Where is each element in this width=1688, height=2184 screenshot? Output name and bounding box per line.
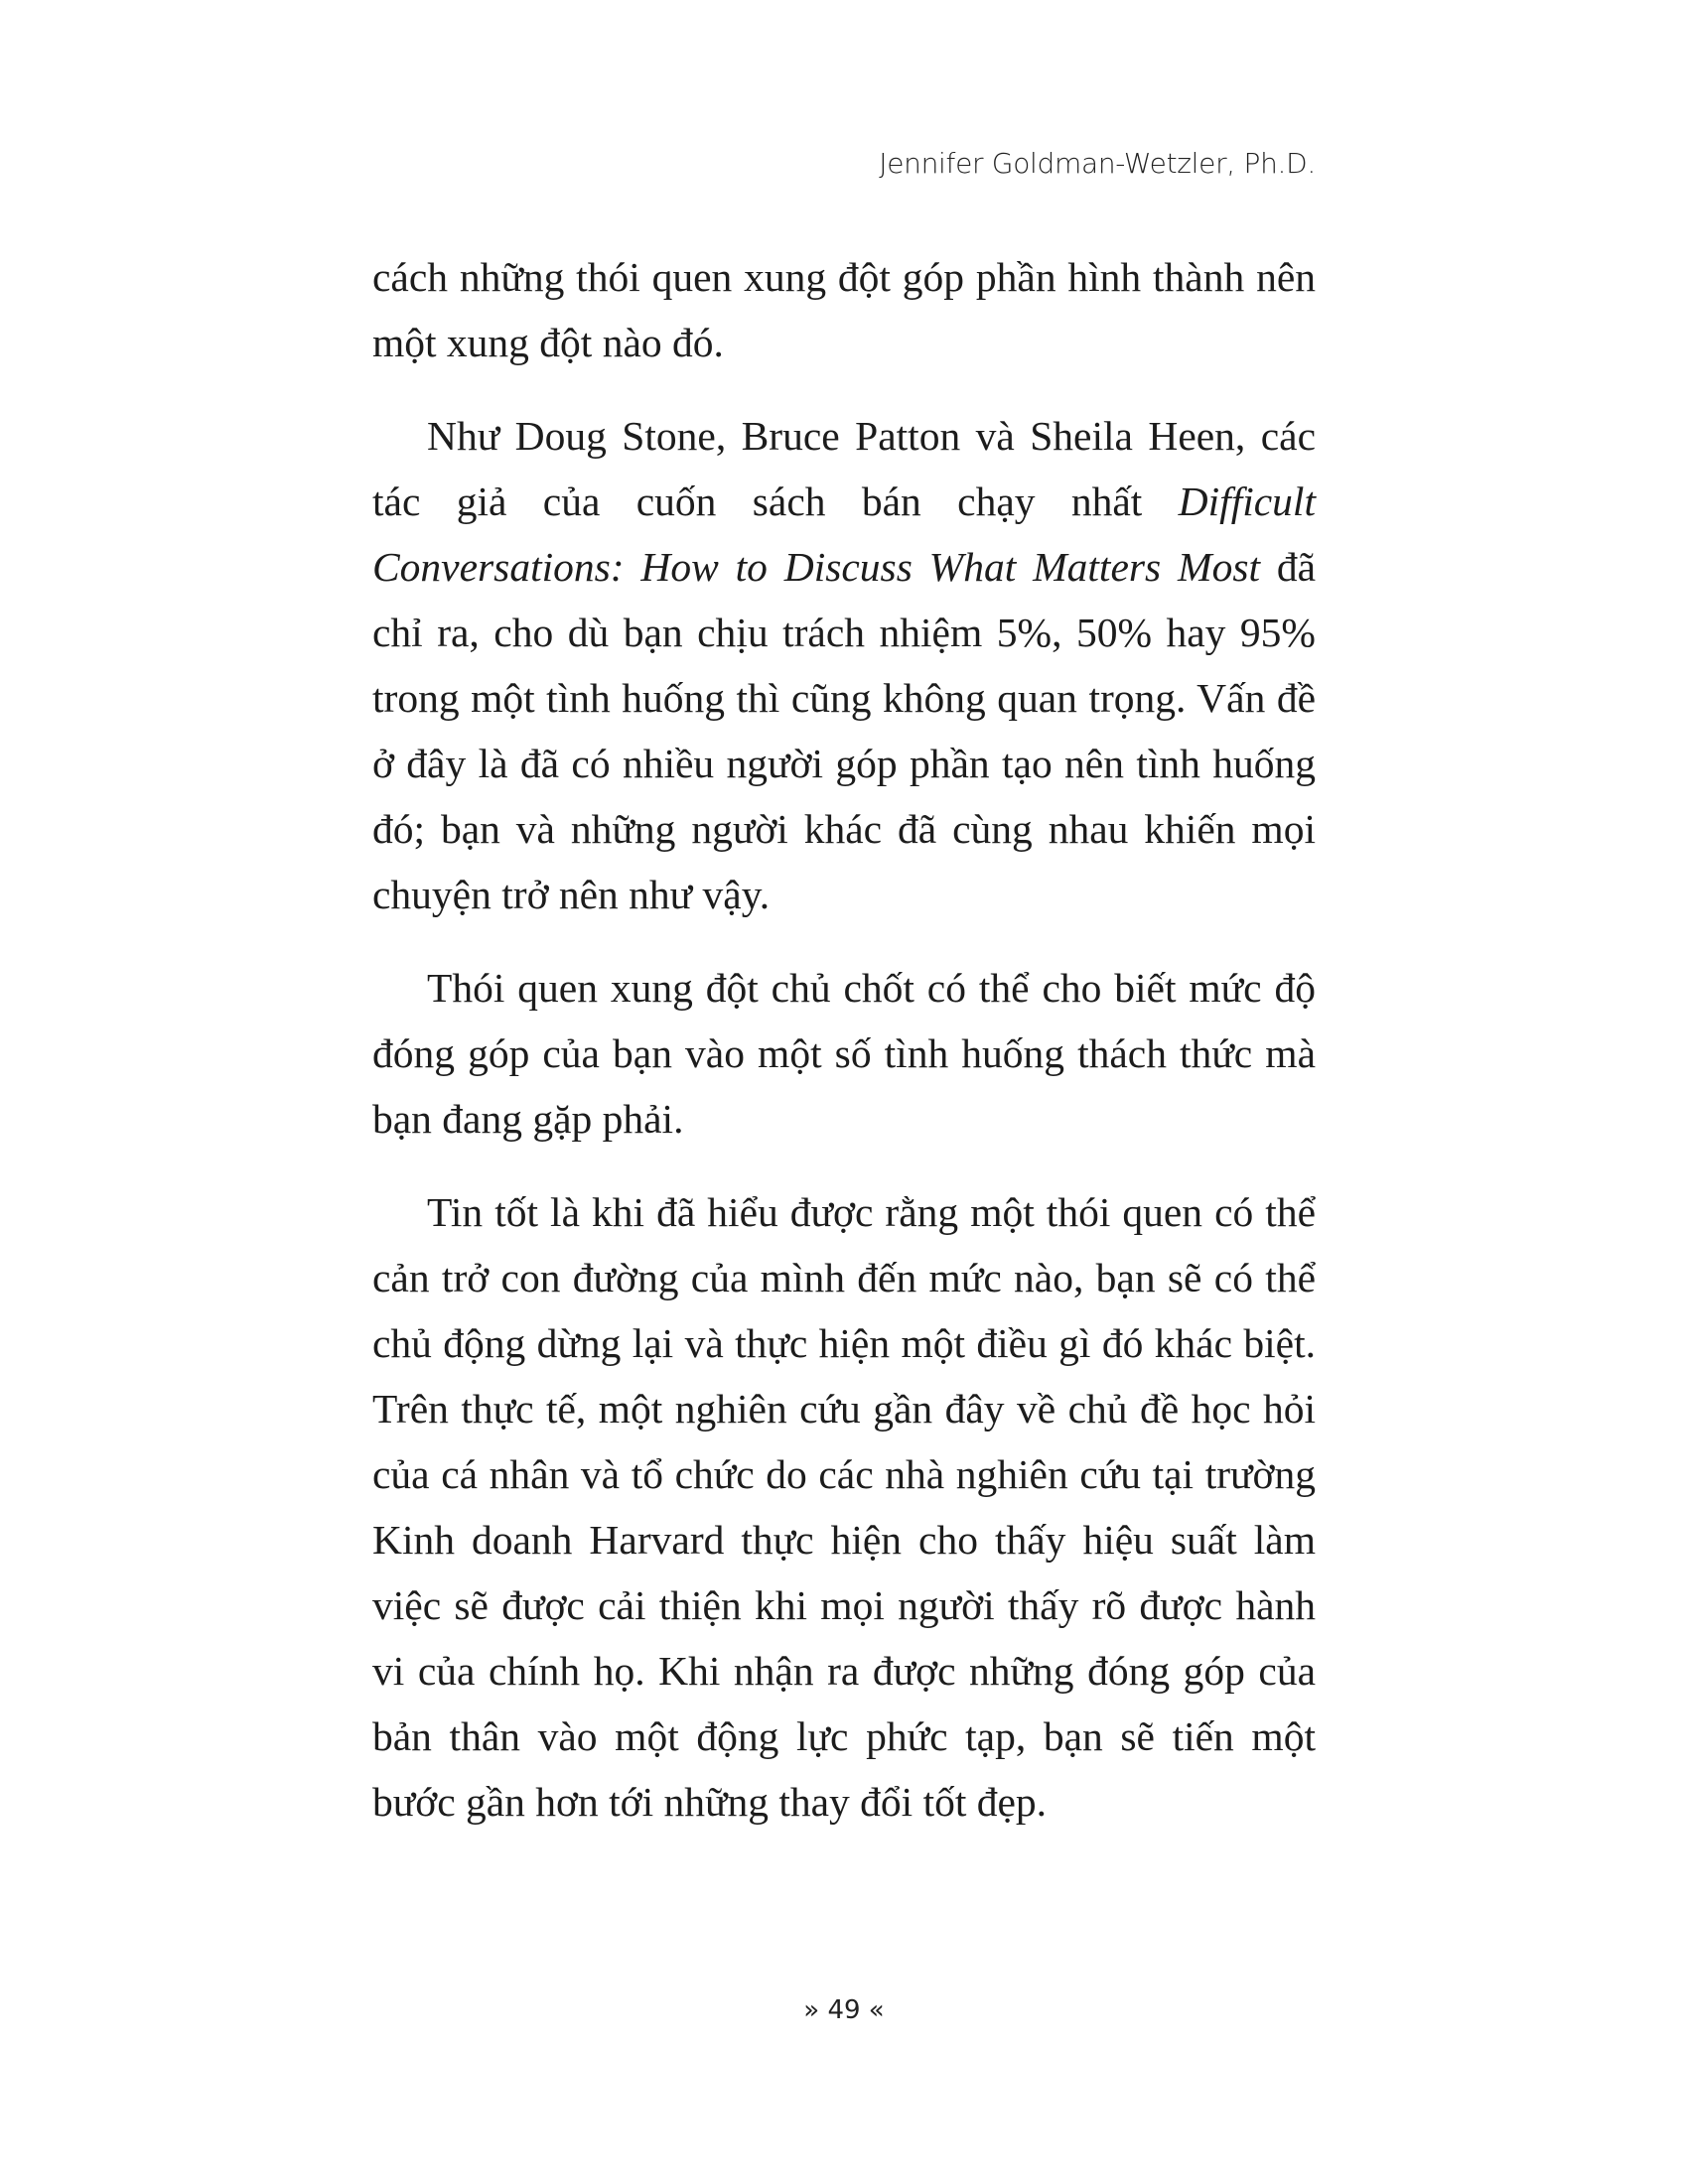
- running-head-author: Jennifer Goldman-Wetzler, Ph.D.: [879, 147, 1316, 180]
- page-number: » 49 «: [803, 1995, 885, 2025]
- paragraph-core-habit: Thói quen xung đột chủ chốt có thể cho biết mức độ đóng góp của bạn vào một số tình huống thách thức mà bạn đang gặp phải.: [372, 965, 1316, 1142]
- paragraph-good-news: Tin tốt là khi đã hiểu được rằng một thói quen có thể cản trở con đường của mình đến mức nào, bạn sẽ có thể chủ động dừng lại và thực hiện một điều gì đó khác biệt. Trên thực tế, một nghiên cứu gần đây về chủ đề học hỏi của cá nhân và tổ chức do các nhà nghiên cứu tại trường Kinh doanh Harvard thực hiện cho thấy hiệu suất làm việc sẽ được cải thiện khi mọi người thấy rõ được hành vi của chính họ. Khi nhận ra được những đóng góp của bản thân vào một động lực phức tạp, bạn sẽ tiến một bước gần hơn tới những thay đổi tốt đẹp.: [372, 1189, 1316, 1825]
- paragraph-difficult-conversations: [372, 403, 1316, 927]
- body-text: [372, 244, 1316, 1862]
- book-title: Difficult Conversations: How to Discuss What Matters Most: [372, 478, 1316, 590]
- paragraph-continuation: cách những thói quen xung đột góp phần hình thành nên một xung đột nào đó.: [372, 254, 1316, 365]
- paragraph-text-lead: Như Doug Stone, Bruce Patton và Sheila Heen, các tác giả của cuốn sách bán chạy nhất: [372, 413, 1316, 524]
- paragraph-text-tail: đã chỉ ra, cho dù bạn chịu trách nhiệm 5%, 50% hay 95% trong một tình huống thì cũng không quan trọng. Vấn đề ở đây là đã có nhiều người góp phần tạo nên tình huống đó; bạn và những người khác đã cùng nhau khiến mọi chuyện trở nên như vậy.: [372, 544, 1317, 917]
